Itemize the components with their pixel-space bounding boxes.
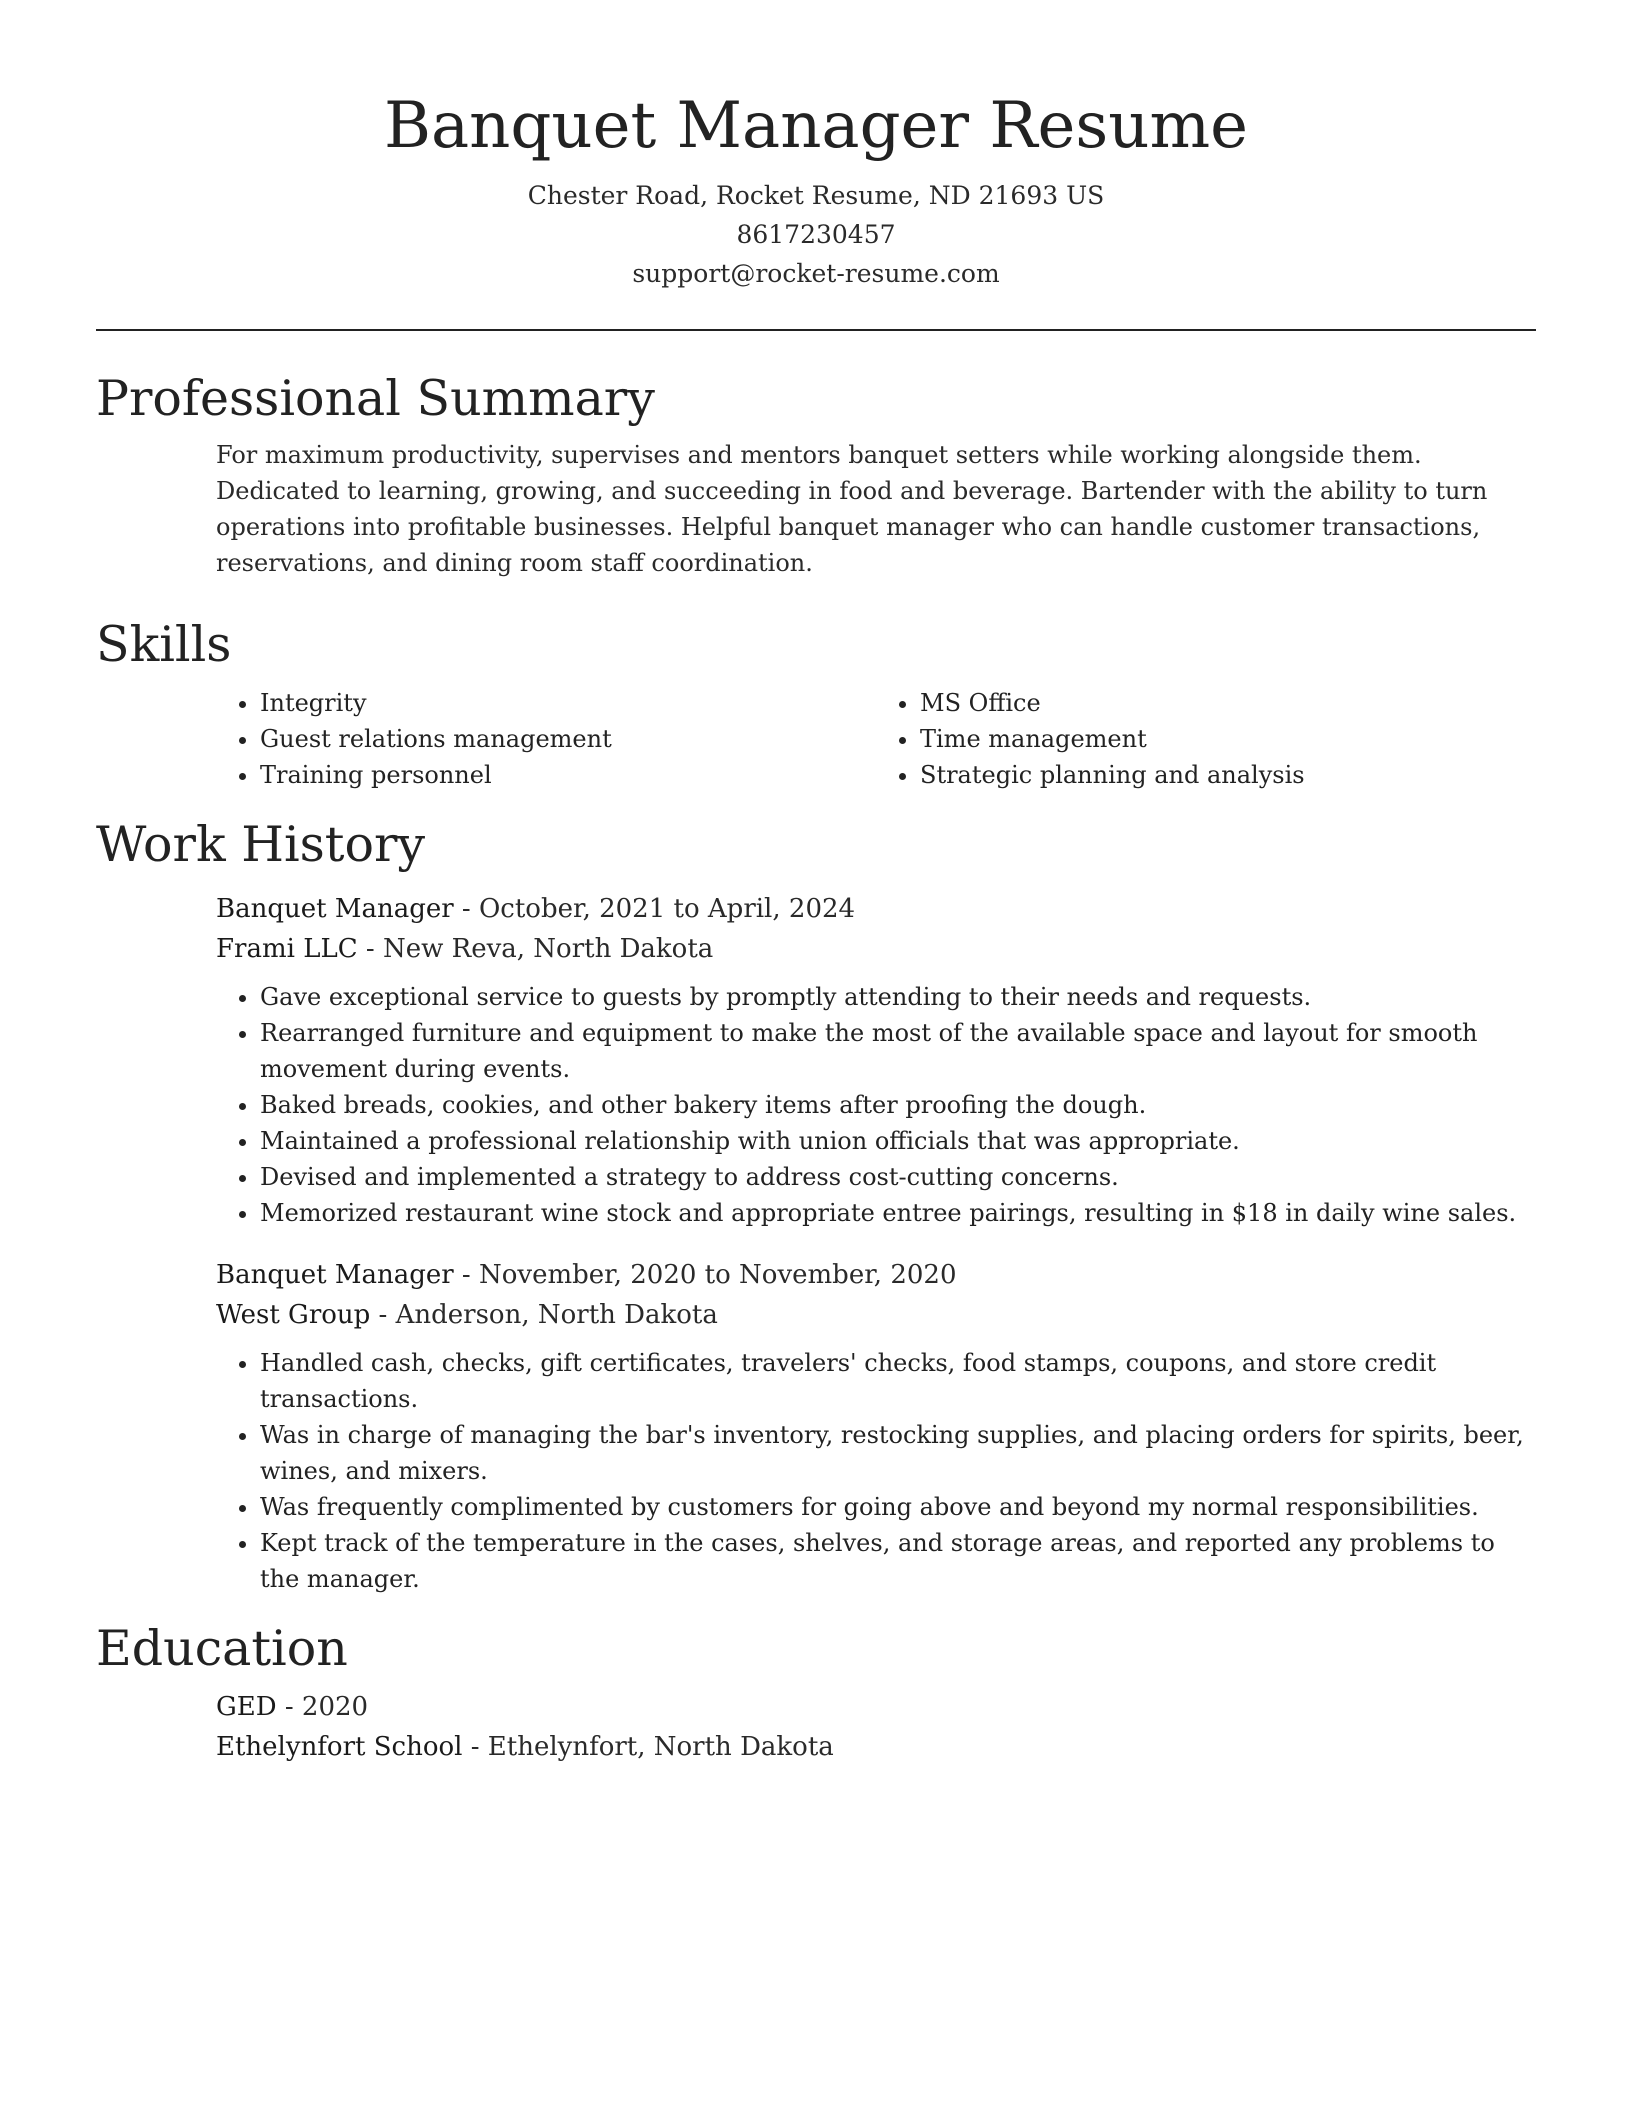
duty-item: • Handled cash, checks, gift certificates, travelers' checks, food stamps, coupons, and store credit transactions. xyxy=(260,1345,1536,1417)
header-divider xyxy=(96,329,1536,331)
education-heading: Education xyxy=(96,1620,348,1677)
skills-column-left xyxy=(216,685,876,793)
job-company-line xyxy=(216,1295,1536,1335)
address-text: Chester Road, Rocket Resume, ND 21693 US xyxy=(527,181,1105,210)
duty-item: • Kept track of the temperature in the cases, shelves, and storage areas, and reported any problems to the manager. xyxy=(260,1525,1536,1597)
skill-item: • Time management xyxy=(920,721,1536,757)
resume-header xyxy=(96,0,1536,293)
job-location: - Anderson, North Dakota xyxy=(370,1300,718,1330)
job-title-line xyxy=(216,889,1536,929)
job-dates: - November, 2020 to November, 2020 xyxy=(453,1260,957,1290)
duty-item: • Devised and implemented a strategy to address cost-cutting concerns. xyxy=(260,1159,1536,1195)
degree-line xyxy=(216,1687,1536,1727)
job-duties xyxy=(216,1345,1536,1597)
resume-page xyxy=(96,0,1536,1767)
job-location: - New Reva, North Dakota xyxy=(357,934,714,964)
job-entry xyxy=(216,889,1536,1231)
skill-item: • Strategic planning and analysis xyxy=(920,757,1536,793)
degree-year: - 2020 xyxy=(276,1692,369,1722)
skills-list xyxy=(216,685,1536,793)
summary-heading: Professional Summary xyxy=(96,370,655,427)
duty-item: • Was in charge of managing the bar's inventory, restocking supplies, and placing orders for spirits, beer, wines, and mixers. xyxy=(260,1417,1536,1489)
job-company: Frami LLC xyxy=(216,934,358,964)
skills-heading: Skills xyxy=(96,616,232,673)
duty-item: • Was frequently complimented by customers for going above and beyond my normal responsibilities. xyxy=(260,1489,1536,1525)
job-role: Banquet Manager xyxy=(216,894,454,924)
school-line xyxy=(216,1727,1536,1767)
degree-name: GED xyxy=(216,1692,277,1722)
skill-item: • Training personnel xyxy=(260,757,876,793)
email-text: support@rocket-resume.com xyxy=(632,259,1000,288)
phone-text: 8617230457 xyxy=(736,220,896,249)
job-company-line xyxy=(216,929,1536,969)
skills-column-right xyxy=(876,685,1536,793)
resume-title: Banquet Manager Resume xyxy=(383,89,1249,163)
skill-item: • Integrity xyxy=(260,685,876,721)
duty-item: • Memorized restaurant wine stock and appropriate entree pairings, resulting in $18 in daily wine sales. xyxy=(260,1195,1536,1231)
duty-item: • Gave exceptional service to guests by promptly attending to their needs and requests. xyxy=(260,979,1536,1015)
education-entry xyxy=(216,1687,1536,1767)
contact-info xyxy=(96,176,1536,293)
job-company: West Group xyxy=(216,1300,371,1330)
school-name: Ethelynfort School xyxy=(216,1732,463,1762)
work-history-heading: Work History xyxy=(96,816,426,873)
skill-item: • Guest relations management xyxy=(260,721,876,757)
job-title-line xyxy=(216,1255,1536,1295)
job-dates: - October, 2021 to April, 2024 xyxy=(453,894,856,924)
duty-item: • Rearranged furniture and equipment to make the most of the available space and layout for smooth movement during events. xyxy=(260,1015,1536,1087)
skill-item: • MS Office xyxy=(920,685,1536,721)
duty-item: • Maintained a professional relationship with union officials that was appropriate. xyxy=(260,1123,1536,1159)
duty-item: • Baked breads, cookies, and other bakery items after proofing the dough. xyxy=(260,1087,1536,1123)
school-location: - Ethelynfort, North Dakota xyxy=(462,1732,834,1762)
summary-text: For maximum productivity, supervises and mentors banquet setters while working alongside them. Dedicated to learning, growing, and succeeding in food and beverage. Bartender with the ability to turn operations into profitable businesses. Helpful banquet manager who can handle customer transactions, reservations, and dining room staff coordination. xyxy=(216,441,1488,577)
job-role: Banquet Manager xyxy=(216,1260,454,1290)
job-duties xyxy=(216,979,1536,1231)
job-entry xyxy=(216,1255,1536,1597)
